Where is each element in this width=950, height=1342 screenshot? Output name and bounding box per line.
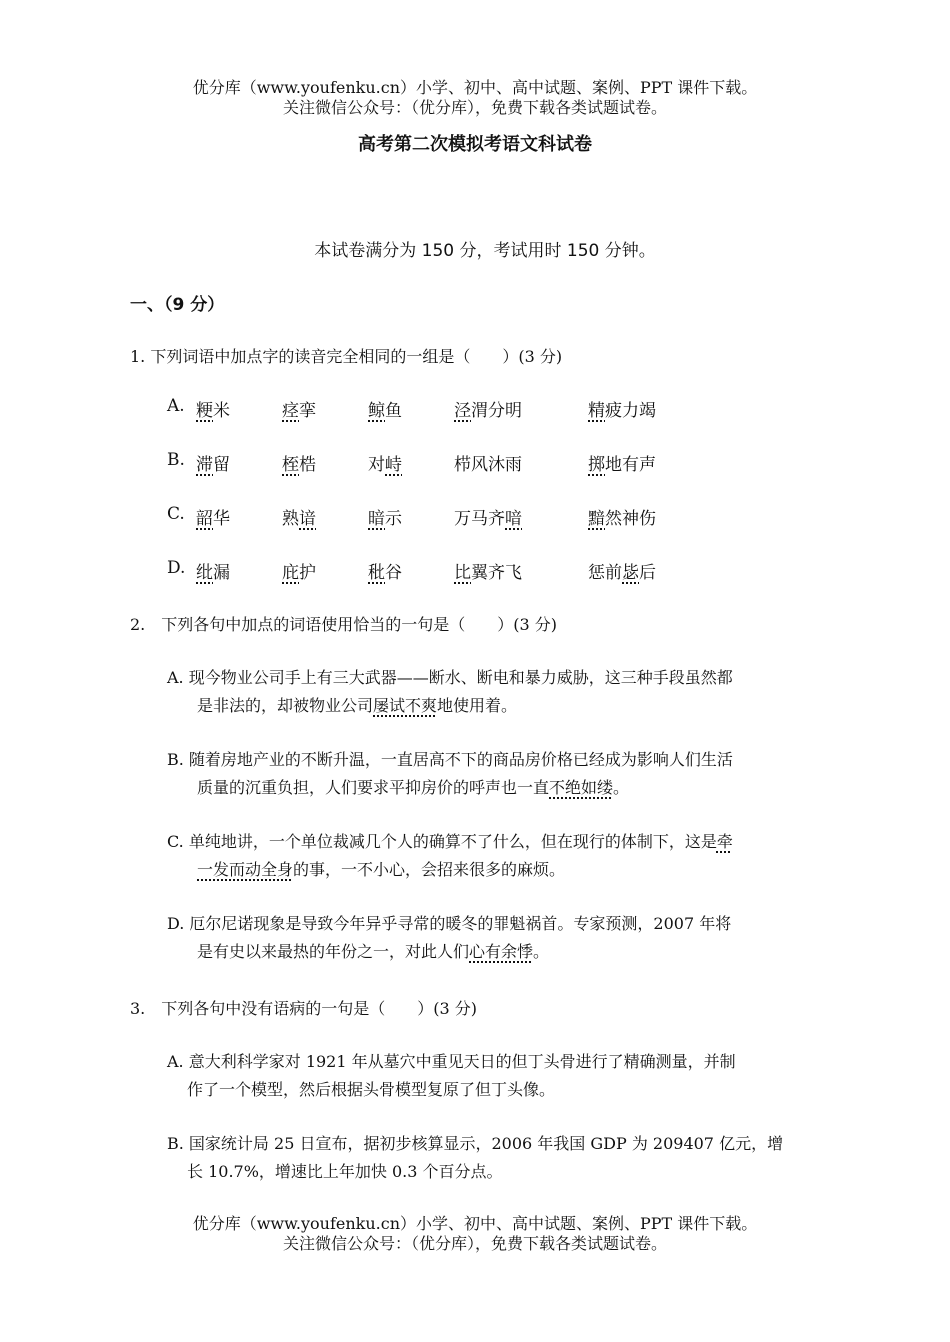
header-line-1: 优分库（www.youfenku.cn）小学、初中、高中试题、案例、PPT 课件下载。 <box>192 78 758 97</box>
word-2: 熟谙 <box>282 509 316 529</box>
q2-option-d: D. 厄尔尼诺现象是导致今年异乎寻常的暖冬的罪魁祸首。专家预测，2007 年将 是有史以来最热的年份之一，对此人们心有余悸。 <box>167 914 732 961</box>
option-label: C. <box>167 504 185 524</box>
section-heading-1: 一、（9 分） <box>130 295 225 315</box>
question-3-stem: 3. 下列各句中没有语病的一句是（ ）(3 分) <box>130 999 478 1018</box>
word-4: 泾渭分明 <box>454 401 522 421</box>
word-5: 掷地有声 <box>588 455 656 475</box>
intro-text: 本试卷满分为 150 分，考试用时 150 分钟。 <box>314 241 656 261</box>
word-2: 桎梏 <box>282 455 316 475</box>
word-4: 万马齐喑 <box>454 509 522 529</box>
header-line-2: 关注微信公众号：（优分库），免费下载各类试题试卷。 <box>282 98 667 117</box>
question-1-stem: 1. 下列词语中加点字的读音完全相同的一组是（ ）(3 分) <box>130 347 563 366</box>
footer-line-1: 优分库（www.youfenku.cn）小学、初中、高中试题、案例、PPT 课件下载。 <box>192 1214 758 1233</box>
word-5: 惩前毖后 <box>588 563 656 583</box>
q2-option-c: C. 单纯地讲，一个单位裁减几个人的确算不了什么，但在现行的体制下，这是牵 一发而动全身的事，一不小心，会招来很多的麻烦。 <box>167 832 733 879</box>
q2-option-a: A. 现今物业公司手上有三大武器——断水、断电和暴力威胁，这三种手段虽然都 是非法的，却被物业公司屡试不爽地使用着。 <box>167 668 733 715</box>
word-3: 鲸鱼 <box>368 401 402 421</box>
word-2: 痉挛 <box>282 401 316 421</box>
question-2-stem: 2. 下列各句中加点的词语使用恰当的一句是（ ）(3 分) <box>130 615 558 634</box>
word-4: 栉风沐雨 <box>454 455 522 475</box>
q3-option-a: A. 意大利科学家对 1921 年从墓穴中重见天日的但丁头骨进行了精确测量，并制 作了一个模型，然后根据头骨模型复原了但丁头像。 <box>167 1052 736 1099</box>
word-5: 精疲力竭 <box>588 401 656 421</box>
option-label: D. <box>167 558 186 578</box>
word-2: 庇护 <box>282 563 316 583</box>
word-1: 韶华 <box>196 509 230 529</box>
word-1: 粳米 <box>196 401 230 421</box>
word-3: 对峙 <box>368 455 402 475</box>
word-5: 黯然神伤 <box>588 509 656 529</box>
word-1: 滞留 <box>196 455 230 475</box>
q3-option-b: B. 国家统计局 25 日宣布，据初步核算显示，2006 年我国 GDP 为 209407 亿元，增 长 10.7%，增速比上年加快 0.3 个百分点。 <box>167 1134 784 1181</box>
word-3: 暗示 <box>368 509 402 529</box>
option-label: B. <box>167 450 185 470</box>
q2-option-b: B. 随着房地产业的不断升温，一直居高不下的商品房价格已经成为影响人们生活 质量的沉重负担，人们要求平抑房价的呼声也一直不绝如缕。 <box>167 750 733 797</box>
word-3: 秕谷 <box>368 563 402 583</box>
word-1: 纰漏 <box>196 563 230 583</box>
footer-line-2: 关注微信公众号：（优分库），免费下载各类试题试卷。 <box>282 1234 667 1253</box>
word-4: 比翼齐飞 <box>454 563 522 583</box>
option-label: A. <box>167 396 185 416</box>
page-title: 高考第二次模拟考语文科试卷 <box>358 134 592 155</box>
